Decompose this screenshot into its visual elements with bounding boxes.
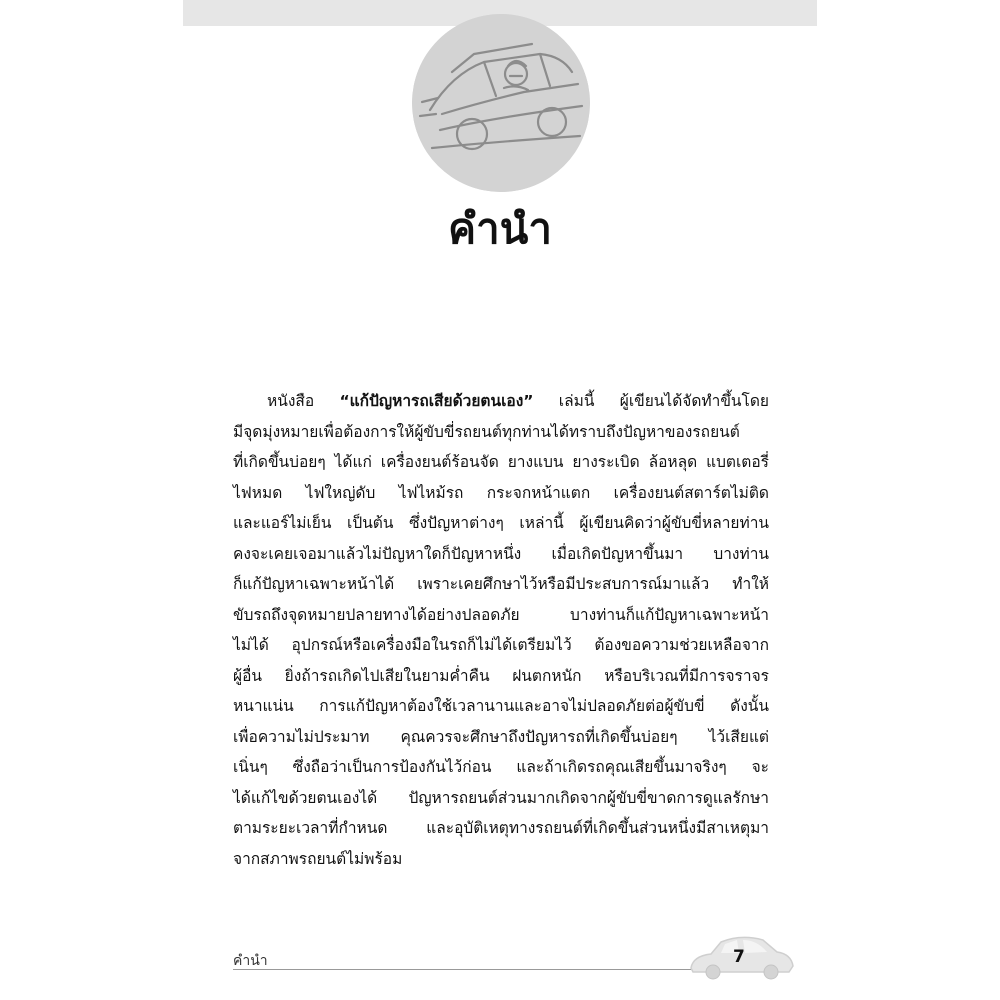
paragraph-text: เนิ่นๆ ซึ่งถือว่าเป็นการป้องกันไว้ก่อน และถ้าเกิดรถคุณเสียขึ้นมาจริงๆ จะ — [233, 758, 769, 776]
paragraph-text: เพื่อความไม่ประมาท คุณควรจะศึกษาถึงปัญหารถที่เกิดขึ้นบ่อยๆ ไว้เสียแต่ — [233, 727, 769, 746]
paragraph-line — [233, 813, 769, 844]
paragraph-text: หนาแน่น การแก้ปัญหาต้องใช้เวลานานและอาจไม่ปลอดภัยต่อผู้ขับขี่ ดังนั้น — [233, 697, 769, 715]
introduction-paragraph — [233, 386, 769, 874]
paragraph-line — [233, 417, 769, 448]
paragraph-text: ตามระยะเวลาที่กำหนด และอุบัติเหตุทางรถยนต์ที่เกิดขึ้นส่วนหนึ่งมีสาเหตุมา — [233, 819, 769, 837]
paragraph-line — [233, 630, 769, 661]
footer-section-label: คำนำ — [233, 953, 268, 969]
paragraph-line — [233, 600, 769, 631]
page-number: 7 — [733, 947, 745, 967]
paragraph-text: หนังสือ — [267, 392, 340, 410]
paragraph-line — [233, 844, 769, 875]
paragraph-text: คงจะเคยเจอมาแล้วไม่ปัญหาใดก็ปัญหาหนึ่ง เมื่อเกิดปัญหาขึ้นมา บางท่าน — [233, 544, 769, 563]
paragraph-line — [233, 691, 769, 722]
paragraph-line — [233, 386, 769, 417]
paragraph-text: และแอร์ไม่เย็น เป็นต้น ซึ่งปัญหาต่างๆ เหล่านี้ ผู้เขียนคิดว่าผู้ขับขี่หลายท่าน — [233, 514, 769, 532]
footer-rule — [233, 969, 753, 970]
paragraph-line — [233, 722, 769, 753]
car-driver-illustration-icon — [412, 14, 590, 192]
paragraph-line — [233, 508, 769, 539]
page-title: คำนำ — [448, 204, 552, 253]
paragraph-line — [233, 478, 769, 509]
driver-illustration — [412, 14, 590, 192]
paragraph-text: ไฟหมด ไฟใหญ่ดับ ไฟไหม้รถ กระจกหน้าแตก เครื่องยนต์สตาร์ตไม่ติด — [233, 483, 769, 502]
paragraph-text: ได้แก้ไขด้วยตนเองได้ ปัญหารถยนต์ส่วนมากเกิดจากผู้ขับขี่ขาดการดูแลรักษา — [233, 788, 769, 807]
paragraph-line — [233, 783, 769, 814]
book-title-text: “แก้ปัญหารถเสียด้วยตนเอง” — [339, 392, 534, 410]
paragraph-line — [233, 661, 769, 692]
paragraph-text: ที่เกิดขึ้นบ่อยๆ ได้แก่ เครื่องยนต์ร้อนจัด ยางแบน ยางระเบิด ล้อหลุด แบตเตอรี่ — [233, 453, 769, 471]
paragraph-text: ขับรถถึงจุดหมายปลายทางได้อย่างปลอดภัย บางท่านก็แก้ปัญหาเฉพาะหน้า — [233, 605, 769, 624]
paragraph-text: เล่มนี้ ผู้เขียนได้จัดทำขึ้นโดย — [533, 392, 770, 410]
paragraph-text: ผู้อื่น ยิ่งถ้ารถเกิดไปเสียในยามค่ำคืน ฝนตกหนัก หรือบริเวณที่มีการจราจร — [233, 666, 769, 685]
paragraph-line — [233, 539, 769, 570]
paragraph-text: ก็แก้ปัญหาเฉพาะหน้าได้ เพราะเคยศึกษาไว้หรือมีประสบการณ์มาแล้ว ทำให้ — [233, 575, 769, 593]
paragraph-line — [233, 447, 769, 478]
paragraph-text: มีจุดมุ่งหมายเพื่อต้องการให้ผู้ขับขี่รถยนต์ทุกท่านได้ทราบถึงปัญหาของรถยนต์ — [233, 422, 740, 441]
paragraph-text: จากสภาพรถยนต์ไม่พร้อม — [233, 849, 403, 868]
paragraph-text: ไม่ได้ อุปกรณ์หรือเครื่องมือในรถก็ไม่ได้เตรียมไว้ ต้องขอความช่วยเหลือจาก — [233, 636, 769, 654]
paragraph-line — [233, 569, 769, 600]
paragraph-line — [233, 752, 769, 783]
